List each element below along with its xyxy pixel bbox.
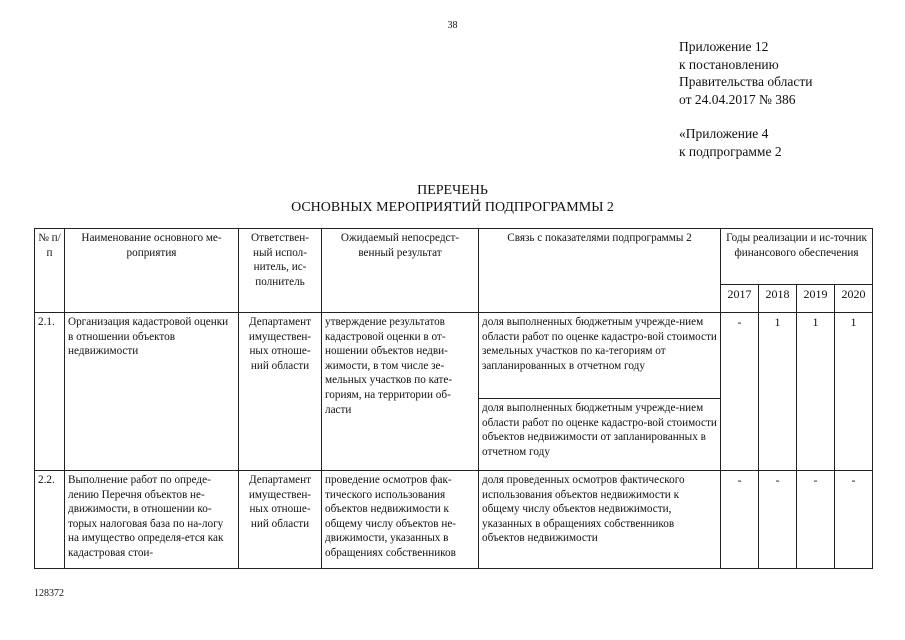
header-num: № п/п <box>35 229 65 313</box>
appendix-line: Приложение 12 <box>679 39 769 54</box>
row-value: - <box>721 471 759 569</box>
appendix-line: от 24.04.2017 № 386 <box>679 91 796 107</box>
appendix-line: к постановлению <box>679 56 779 72</box>
row-value: 1 <box>835 313 873 471</box>
page-number: 38 <box>447 20 458 31</box>
header-year: 2017 <box>721 285 759 313</box>
row-value: - <box>797 471 835 569</box>
row-value: - <box>721 313 759 471</box>
row-value: - <box>835 471 873 569</box>
header-year: 2018 <box>759 285 797 313</box>
header-link: Связь с показателями подпрограммы 2 <box>479 229 721 313</box>
header-responsible: Ответствен-ный испол-нитель, ис-полнитель <box>239 229 322 313</box>
appendix-line: Правительства области <box>679 74 813 89</box>
measures-table <box>34 228 873 569</box>
row-name: Выполнение работ по опреде-лению Перечня объектов не-движимости, в отношении ко-торых налоговая база по на-логу на имущество определя-ется как кадастровая стои- <box>65 471 239 569</box>
row-name: Организация кадастровой оценки в отношении объектов недвижимости <box>65 313 239 471</box>
header-year: 2020 <box>835 285 873 313</box>
document-title <box>0 182 905 216</box>
header-name: Наименование основного ме-роприятия <box>65 229 239 313</box>
table-row <box>35 313 873 399</box>
title-line: ОСНОВНЫХ МЕРОПРИЯТИЙ ПОДПРОГРАММЫ 2 <box>291 200 614 215</box>
row-link: доля проведенных осмотров фактического использования объектов недвижимости к общему числу объектов недвижимости, указанных в обращениях собственников объектов недвижимости <box>479 471 721 569</box>
row-num: 2.2. <box>35 471 65 569</box>
row-value: 1 <box>759 313 797 471</box>
row-link: доля выполненных бюджетным учрежде-нием области работ по оценке кадастро-вой стоимости земельных участков по ка-тегориям от запланированных в отчетном году <box>479 313 721 399</box>
row-result: проведение осмотров фак-тического использования объектов недвижимости к общему числу объектов не-движимости, указанных в обращениях собственников <box>322 471 479 569</box>
table-row <box>35 471 873 569</box>
row-responsible: Департамент имуществен-ных отноше-ний области <box>239 313 322 471</box>
title-line: ПЕРЕЧЕНЬ <box>417 183 488 198</box>
header-years-group: Годы реализации и ис-точник финансового обеспечения <box>721 229 873 285</box>
appendix-line: к подпрограмме 2 <box>679 143 782 159</box>
row-num: 2.1. <box>35 313 65 471</box>
appendix-block <box>679 38 812 160</box>
row-responsible: Департамент имуществен-ных отноше-ний области <box>239 471 322 569</box>
document-code: 128372 <box>34 588 64 599</box>
row-result: утверждение результатов кадастровой оценки в от-ношении объектов недви-жимости, в том числе зе-мельных участков по кате-гориям, на территории об-ласти <box>322 313 479 471</box>
row-value: - <box>759 471 797 569</box>
header-result: Ожидаемый непосредст-венный результат <box>322 229 479 313</box>
row-link: доля выполненных бюджетным учрежде-нием области работ по оценке кадастро-вой стоимости объектов недвижимости от запланированных в отчетном году <box>479 399 721 471</box>
appendix-line: «Приложение 4 <box>679 126 769 141</box>
header-year: 2019 <box>797 285 835 313</box>
row-value: 1 <box>797 313 835 471</box>
